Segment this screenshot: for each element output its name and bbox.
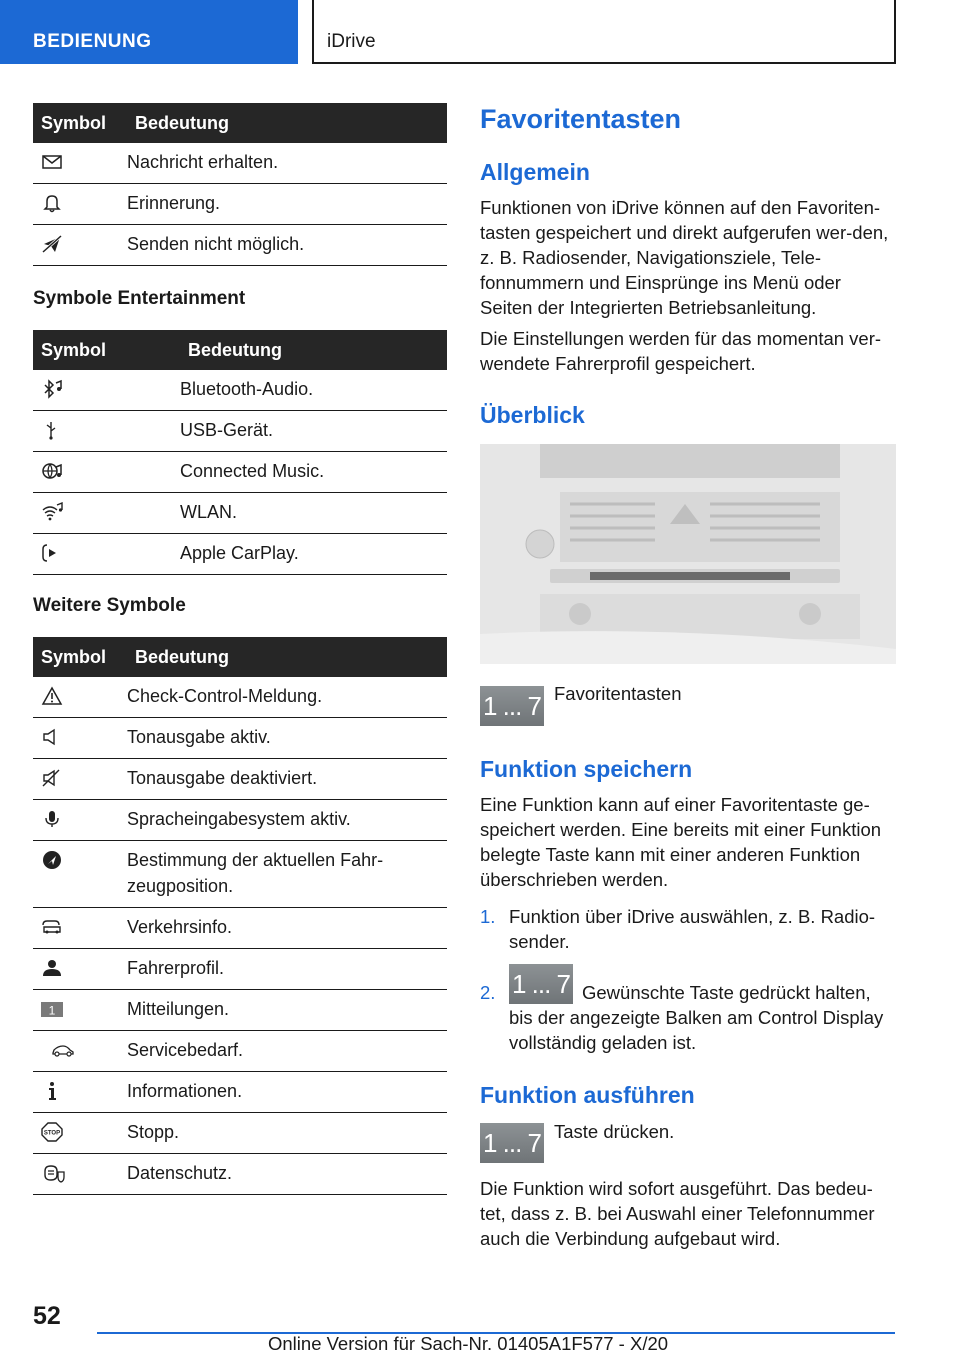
connected-music-icon	[41, 461, 63, 481]
other-symbols-heading: Weitere Symbole	[33, 595, 186, 616]
table-row	[33, 841, 447, 908]
favorite-keys-label: 1 ... 7	[480, 1123, 544, 1163]
warning-triangle-icon	[41, 686, 63, 706]
table-row	[33, 493, 447, 534]
meaning-text: Erinnerung.	[127, 193, 221, 213]
section-title: Favoritentasten	[480, 104, 682, 134]
meaning-text: Spracheingabesystem aktiv.	[127, 809, 351, 829]
table-row	[33, 370, 447, 411]
section-tab: BEDIENUNG	[0, 0, 298, 64]
meaning-text: Bluetooth-Audio.	[180, 379, 314, 399]
wlan-icon	[41, 502, 63, 522]
favorite-key-execute	[480, 1123, 544, 1163]
bell-icon	[41, 193, 63, 213]
col-meaning: Bedeutung	[180, 330, 447, 370]
microphone-icon	[41, 809, 63, 829]
notification-badge-icon	[41, 999, 63, 1019]
execute-paragraph: Die Funktion wird sofort ausgeführt. Das bedeu-tet, dass z. B. bei Auswahl einer Telefonnummer auch die Verbindung aufgebaut wird.	[480, 1178, 875, 1249]
entertainment-heading: Symbole Entertainment	[33, 288, 246, 309]
meaning-text: Informationen.	[127, 1081, 243, 1101]
table-row	[33, 908, 447, 949]
favorite-keys-label: 1 ... 7	[480, 686, 544, 726]
table-row	[33, 1154, 447, 1195]
traffic-info-icon	[41, 917, 63, 937]
general-paragraph-1: Funktionen von iDrive können auf den Favoriten-tasten gespeichert und direkt aufgerufen wer-den, z. B. Radiosender, Navigationsziele, Tele-fonnummern und Einsprünge ins Menü oder Seiten der Integrierten Betriebsanleitung.	[480, 197, 889, 318]
carplay-icon	[41, 543, 63, 563]
col-symbol: Symbol	[33, 330, 180, 370]
table-row	[33, 1031, 447, 1072]
execute-heading: Funktion ausführen	[480, 1082, 695, 1108]
save-heading: Funktion speichern	[480, 756, 693, 782]
speaker-icon	[41, 727, 63, 747]
execute-caption: Taste drücken.	[554, 1121, 675, 1142]
stop-icon	[41, 1122, 63, 1142]
step-number: 2.	[480, 982, 496, 1003]
speaker-muted-icon	[41, 768, 63, 788]
navigation-arrow-icon	[41, 850, 63, 870]
table-row	[33, 411, 447, 452]
meaning-text: Apple CarPlay.	[180, 543, 299, 563]
table-row	[33, 143, 447, 184]
table-row	[33, 677, 447, 718]
send-disabled-icon	[41, 234, 63, 254]
meaning-text: Mitteilungen.	[127, 999, 230, 1019]
table-row	[33, 452, 447, 493]
bluetooth-audio-icon	[41, 379, 63, 399]
meaning-text: Stopp.	[127, 1122, 180, 1142]
general-paragraph-2: Die Einstellungen werden für das momentan ver-wendete Fahrerprofil gespeichert.	[480, 328, 882, 374]
table-row	[33, 1113, 447, 1154]
meaning-text: Tonausgabe aktiv.	[127, 727, 271, 747]
step-text: Gewünschte Taste gedrückt halten, bis der angezeigte Balken am Control Display vollständig geladen ist.	[509, 982, 884, 1053]
table-row	[33, 184, 447, 225]
meaning-text: Verkehrsinfo.	[127, 917, 233, 937]
list-item	[480, 969, 896, 1060]
favorite-keys-image	[480, 686, 544, 726]
dashboard-illustration	[480, 444, 896, 664]
meaning-text: Fahrerprofil.	[127, 958, 225, 978]
data-privacy-icon	[41, 1163, 67, 1183]
table-row	[33, 718, 447, 759]
photo-caption: Favoritentasten	[554, 683, 682, 704]
usb-icon	[41, 420, 63, 440]
driver-profile-icon	[41, 958, 63, 978]
col-meaning: Bedeutung	[127, 103, 447, 143]
info-icon	[41, 1081, 63, 1101]
list-item	[480, 904, 896, 954]
table-row	[33, 534, 447, 575]
favorite-keys-label: 1 ... 7	[509, 964, 573, 1004]
meaning-text: Nachricht erhalten.	[127, 152, 279, 172]
table-row	[33, 800, 447, 841]
table-row	[33, 990, 447, 1031]
save-paragraph: Eine Funktion kann auf einer Favoritentaste ge-speichert werden. Eine bereits mit einer Funktion belegte Taste kann mit einer anderen Funktion überschrieben werden.	[480, 794, 882, 890]
table-row	[33, 949, 447, 990]
badge-text: 1	[48, 1003, 56, 1018]
col-meaning: Bedeutung	[127, 637, 447, 677]
chapter-title: iDrive	[312, 0, 896, 64]
symbol-table-entertainment	[33, 330, 447, 575]
general-heading: Allgemein	[480, 159, 590, 185]
overview-heading: Überblick	[480, 402, 585, 428]
col-symbol: Symbol	[33, 103, 127, 143]
footer-text: Online Version für Sach-Nr. 01405A1F577 - X/20	[268, 1333, 669, 1354]
meaning-text: Senden nicht möglich.	[127, 234, 305, 254]
envelope-icon	[41, 152, 63, 172]
step-number: 1.	[480, 906, 496, 927]
symbol-table-messages	[33, 103, 447, 266]
stop-label: STOP	[43, 1130, 61, 1137]
meaning-text: USB-Gerät.	[180, 420, 274, 440]
car-service-icon	[41, 1040, 85, 1060]
meaning-text: Tonausgabe deaktiviert.	[127, 768, 318, 788]
symbol-table-other	[33, 637, 447, 1195]
page-number: 52	[33, 1302, 61, 1330]
meaning-text: WLAN.	[180, 502, 238, 522]
meaning-text: Servicebedarf.	[127, 1040, 244, 1060]
step-text: Funktion über iDrive auswählen, z. B. Radio-sender.	[509, 906, 876, 952]
table-row	[33, 225, 447, 266]
dashboard-photo	[480, 444, 896, 664]
meaning-text: Connected Music.	[180, 461, 325, 481]
table-row	[33, 759, 447, 800]
table-row	[33, 1072, 447, 1113]
meaning-text: Bestimmung der aktuellen Fahr-zeugposition.	[127, 850, 384, 896]
col-symbol: Symbol	[33, 637, 127, 677]
meaning-text: Check-Control-Meldung.	[127, 686, 323, 706]
meaning-text: Datenschutz.	[127, 1163, 233, 1183]
